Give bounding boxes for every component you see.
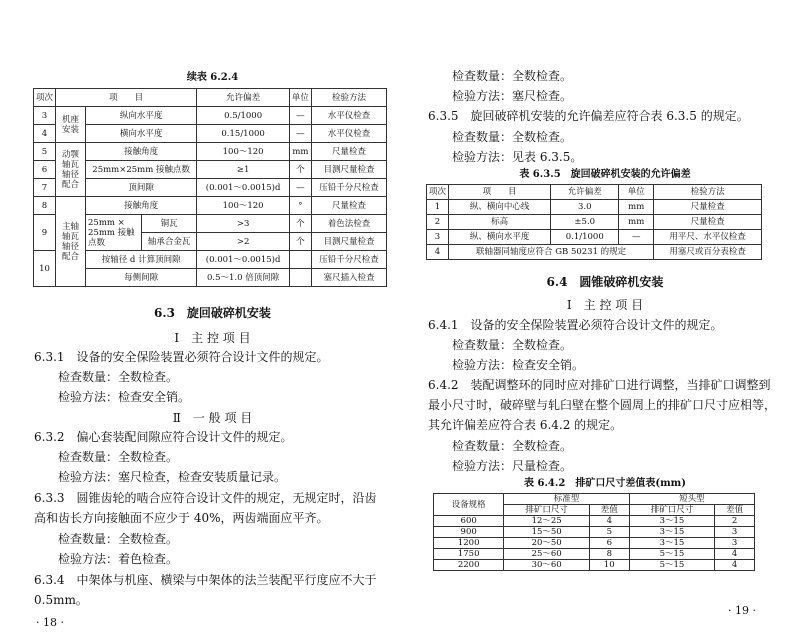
header-cell: 检验方法	[654, 185, 762, 200]
table-row	[427, 215, 762, 230]
section-heading: 6.3 旋回破碎机安装	[154, 306, 271, 320]
check-quantity: 检查数量：全数检查。	[452, 130, 573, 144]
table-header-row	[427, 185, 762, 200]
header-cell: 允许偏差	[197, 89, 290, 107]
section-heading: 6.4 圆锥破碎机安装	[546, 275, 664, 289]
cell: 5	[589, 527, 629, 538]
header-cell: 项次	[427, 185, 449, 200]
cell: 联轴器同轴度应符合 GB 50231 的规定	[449, 245, 654, 260]
table-row	[427, 230, 762, 245]
header-cell: 允许偏差	[551, 185, 619, 200]
cell: 25mm × 25mm 接触点数	[86, 215, 142, 251]
cell: —	[619, 230, 654, 245]
cell: 900	[434, 527, 504, 538]
cell: 用塞尺或百分表检查	[654, 245, 762, 260]
subsection-heading: Ⅱ 一 般 项 目	[172, 411, 253, 425]
cell: 4	[427, 245, 449, 260]
cell: 压铅千分尺检查	[311, 179, 386, 197]
table-6-2-4	[33, 88, 387, 287]
cell: 尺量检查	[311, 143, 386, 161]
table-row	[34, 107, 387, 125]
cell: 尺量检查	[311, 197, 386, 215]
clause-6-3-4: 6.3.4 中架体与机座、横梁与中架体的法兰装配平行度应不大于	[34, 573, 377, 587]
header-cell: 排矿口尺寸	[629, 505, 715, 516]
clause-6-4-2-cont2: 其允许偏差应符合表 6.4.2 的规定。	[428, 418, 623, 432]
check-method: 检验方法：检查安全销。	[58, 390, 191, 404]
cell: 轴承合金瓦	[142, 233, 197, 251]
cell: 9	[34, 215, 56, 251]
clause-6-3-1: 6.3.1 设备的安全保险装置必须符合设计文件的规定。	[34, 350, 329, 364]
cell: 水平仪检查	[311, 107, 386, 125]
check-method: 检验方法：塞尺检查，检查安装质量记录。	[58, 470, 287, 484]
page-number: · 19 ·	[728, 604, 756, 617]
subsection-heading: Ⅰ 主 控 项 目	[566, 298, 644, 312]
cell: 目测尺量检查	[311, 233, 386, 251]
cell: 3～15	[629, 527, 715, 538]
table-6-4-2	[433, 493, 755, 571]
cell: 0.15/1000	[197, 125, 290, 143]
header-cell: 项次	[34, 89, 56, 107]
cell: 10	[589, 560, 629, 571]
cell: 1	[427, 200, 449, 215]
cell: 个	[289, 161, 311, 179]
header-cell: 设备规格	[434, 494, 504, 516]
cell: 30～60	[504, 560, 590, 571]
clause-6-4-1: 6.4.1 设备的安全保险装置必须符合设计文件的规定。	[428, 318, 723, 332]
cell: 8	[589, 549, 629, 560]
cell: mm	[619, 215, 654, 230]
subsection-heading: Ⅰ 主 控 项 目	[174, 331, 251, 345]
cell: 3～15	[629, 538, 715, 549]
cell	[289, 251, 311, 269]
cell: 2	[427, 215, 449, 230]
cell: 纵、横向中心线	[449, 200, 551, 215]
header-cell: 单位	[619, 185, 654, 200]
cell: 按轴径 d 计算顶间隙	[86, 251, 197, 269]
table-row	[434, 560, 755, 571]
table-row	[434, 538, 755, 549]
cell: 纵向水平度	[86, 107, 197, 125]
check-quantity: 检查数量：全数检查。	[452, 439, 573, 453]
cell: 4	[589, 516, 629, 527]
cell: 机座安装	[56, 107, 86, 143]
cell: 5～15	[629, 560, 715, 571]
cell: 个	[289, 233, 311, 251]
cell: 20～50	[504, 538, 590, 549]
table-row	[427, 245, 762, 260]
cell: 水平仪检查	[311, 125, 386, 143]
cell: 15～50	[504, 527, 590, 538]
cell: 3	[427, 230, 449, 245]
cell: >2	[197, 233, 290, 251]
cell: 2200	[434, 560, 504, 571]
check-method: 检验方法：着色检查。	[58, 552, 179, 566]
cell: 600	[434, 516, 504, 527]
table-row	[34, 269, 387, 287]
cell: 动颚轴瓦轴径配合	[56, 143, 86, 197]
cell: 5	[34, 143, 56, 161]
cell: >3	[197, 215, 290, 233]
check-quantity: 检查数量：全数检查。	[58, 532, 179, 546]
clause-6-4-2: 6.4.2 装配调整环的同时应对排矿口进行调整，当排矿口调整到	[428, 378, 771, 392]
table-row	[434, 549, 755, 560]
cell: 4	[715, 549, 755, 560]
header-cell: 排矿口尺寸	[504, 505, 590, 516]
cell: 7	[34, 179, 56, 197]
cell: ≥1	[197, 161, 290, 179]
header-cell: 单位	[289, 89, 311, 107]
table-row	[434, 516, 755, 527]
table-title: 表 6.4.2 排矿口尺寸差值表(mm)	[524, 478, 686, 489]
cell: 横向水平度	[86, 125, 197, 143]
cell: mm	[289, 143, 311, 161]
header-cell: 差值	[589, 505, 629, 516]
cell: 25mm×25mm 接触点数	[86, 161, 197, 179]
cell: 顶间隙	[86, 179, 197, 197]
cell: 10	[34, 251, 56, 287]
check-method: 检验方法：尺量检查。	[452, 459, 573, 473]
cell: 2	[715, 516, 755, 527]
table-row	[34, 125, 387, 143]
clause-6-3-3-cont: 高和齿长方向接触面不应少于 40%，两齿端面应平齐。	[34, 511, 329, 525]
table-row	[427, 200, 762, 215]
cell: 5～15	[629, 549, 715, 560]
page-number: · 18 ·	[36, 616, 64, 629]
check-method: 检验方法：检查安全销。	[452, 358, 585, 372]
cell: °	[289, 197, 311, 215]
clause-6-3-4-cont: 0.5mm。	[34, 593, 88, 607]
cell: 1200	[434, 538, 504, 549]
table-header-row	[434, 494, 755, 505]
cell	[289, 269, 311, 287]
table-row	[34, 143, 387, 161]
header-cell: 短头型	[629, 494, 754, 505]
cell: (0.001～0.0015)d	[197, 179, 290, 197]
check-quantity: 检查数量：全数检查。	[452, 338, 573, 352]
cell: 目测尺量检查	[311, 161, 386, 179]
cell: 12～25	[504, 516, 590, 527]
cell: 6	[589, 538, 629, 549]
cell: 着色法检查	[311, 215, 386, 233]
cell: 100～120	[197, 143, 290, 161]
check-quantity: 检查数量：全数检查。	[58, 450, 179, 464]
cell: 0.5～1.0 倍顶间隙	[197, 269, 290, 287]
cell: 接触角度	[86, 197, 197, 215]
cell: 3	[34, 107, 56, 125]
cell: mm	[619, 200, 654, 215]
table-6-3-5	[426, 184, 762, 260]
cell: 接触角度	[86, 143, 197, 161]
cell: 6	[34, 161, 56, 179]
cell: 0.5/1000	[197, 107, 290, 125]
check-method: 检验方法：塞尺检查。	[452, 89, 573, 103]
header-cell: 检验方法	[311, 89, 386, 107]
cell: 主轴轴瓦轴径配合	[56, 197, 86, 287]
cell: 25～60	[504, 549, 590, 560]
cell: 100～120	[197, 197, 290, 215]
header-cell: 差值	[715, 505, 755, 516]
table-title: 表 6.3.5 旋回破碎机安装的允许偏差	[519, 169, 691, 180]
cell: 4	[715, 560, 755, 571]
table-row	[34, 251, 387, 269]
cell: —	[289, 179, 311, 197]
cell: (0.001～0.0015)d	[197, 251, 290, 269]
cell: 8	[34, 197, 56, 215]
table-row	[34, 197, 387, 215]
cell: 塞尺插入检查	[311, 269, 386, 287]
check-method: 检验方法：见表 6.3.5。	[452, 150, 583, 164]
cell: 尺量检查	[654, 215, 762, 230]
cell: 压铅千分尺检查	[311, 251, 386, 269]
cell: 尺量检查	[654, 200, 762, 215]
cell: 3.0	[551, 200, 619, 215]
header-cell: 项 目	[449, 185, 551, 200]
cell: 3～15	[629, 516, 715, 527]
cell: 每侧间隙	[86, 269, 197, 287]
cell: —	[289, 107, 311, 125]
clause-6-4-2-cont: 最小尺寸时，破碎壁与轧臼壁在整个圆周上的排矿口尺寸应相等，	[428, 398, 777, 412]
table-row	[34, 179, 387, 197]
clause-6-3-5: 6.3.5 旋回破碎机安装的允许偏差应符合表 6.3.5 的规定。	[428, 109, 749, 123]
cell: 4	[34, 125, 56, 143]
cell: 标高	[449, 215, 551, 230]
clause-6-3-3: 6.3.3 圆锥齿轮的啮合应符合设计文件的规定，无规定时，沿齿	[34, 491, 377, 505]
cell: ±5.0	[551, 215, 619, 230]
cell: 3	[715, 527, 755, 538]
cell: 1750	[434, 549, 504, 560]
cell: 3	[715, 538, 755, 549]
cell: 个	[289, 215, 311, 233]
cell: —	[289, 125, 311, 143]
header-cell: 标准型	[504, 494, 629, 505]
table-header-row	[34, 89, 387, 107]
cell: 铜瓦	[142, 215, 197, 233]
cell: 用平尺、水平仪检查	[654, 230, 762, 245]
table-row	[34, 215, 387, 233]
table-row	[34, 161, 387, 179]
cell: 纵、横向水平度	[449, 230, 551, 245]
check-quantity: 检查数量：全数检查。	[58, 370, 179, 384]
cell: 0.1/1000	[551, 230, 619, 245]
clause-6-3-2: 6.3.2 偏心套装配间隙应符合设计文件的规定。	[34, 430, 293, 444]
table-row	[434, 527, 755, 538]
check-quantity: 检查数量：全数检查。	[452, 69, 573, 83]
table-title: 续表 6.2.4	[186, 72, 239, 83]
header-cell: 项 目	[56, 89, 197, 107]
